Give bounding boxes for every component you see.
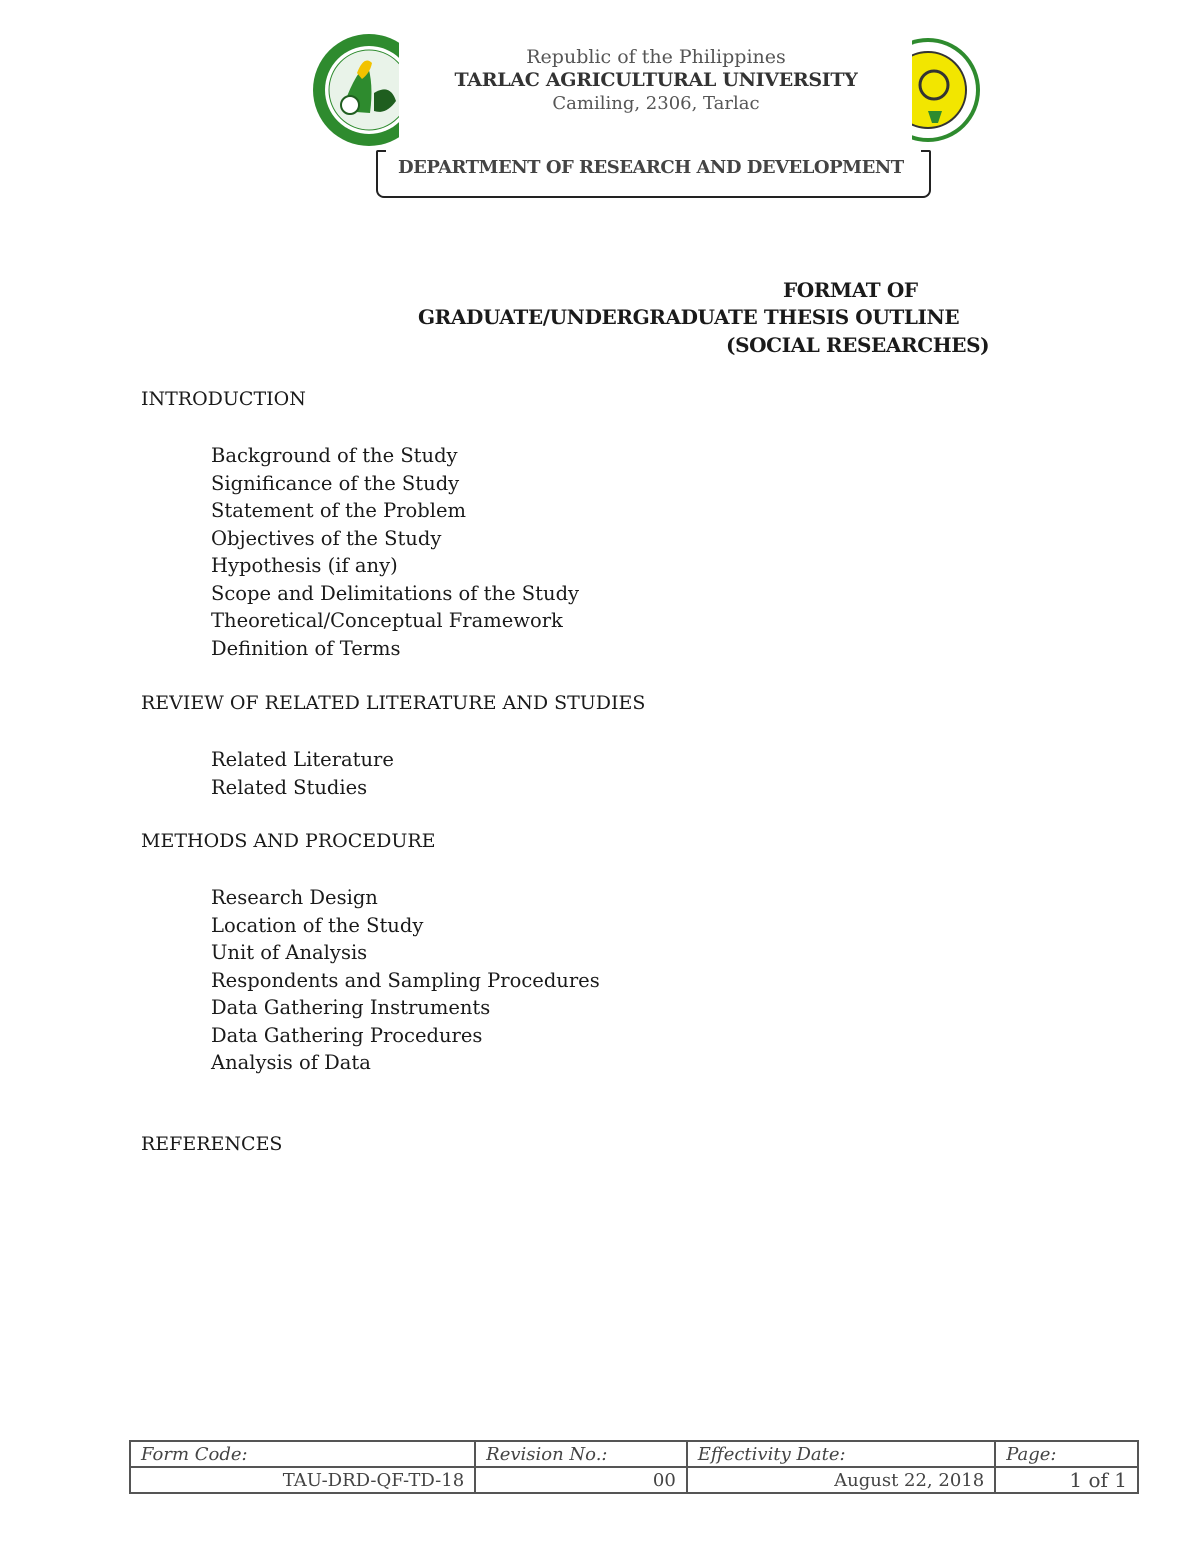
university-address: Camiling, 2306, Tarlac — [552, 93, 760, 114]
list-item: Respondents and Sampling Procedures — [211, 968, 600, 992]
department-name: DEPARTMENT OF RESEARCH AND DEVELOPMENT — [398, 157, 904, 178]
republic-line: Republic of the Philippines — [526, 46, 786, 68]
list-item: Significance of the Study — [211, 471, 460, 495]
list-item: Unit of Analysis — [211, 941, 368, 964]
page-value: 1 of 1 — [995, 1467, 1138, 1493]
form-info-table — [129, 1440, 1139, 1494]
section-heading-review: REVIEW OF RELATED LITERATURE AND STUDIES — [141, 692, 646, 714]
list-item: Analysis of Data — [211, 1051, 371, 1074]
list-item: Objectives of the Study — [211, 526, 442, 550]
methods-items — [211, 884, 600, 1077]
list-item: Research Design — [211, 886, 378, 909]
list-item: Hypothesis (if any) — [211, 554, 398, 577]
form-code-label: Form Code: — [130, 1441, 475, 1467]
introduction-items — [211, 442, 579, 662]
review-items — [211, 746, 394, 801]
doc-title-line2: GRADUATE/UNDERGRADUATE THESIS OUTLINE — [418, 305, 960, 329]
list-item: Data Gathering Procedures — [211, 1023, 483, 1047]
table-row — [130, 1441, 1138, 1467]
list-item: Related Studies — [211, 775, 368, 799]
list-item: Statement of the Problem — [211, 499, 467, 522]
list-item: Theoretical/Conceptual Framework — [211, 609, 563, 632]
table-row — [130, 1467, 1138, 1493]
effectivity-label: Effectivity Date: — [687, 1441, 995, 1467]
list-item: Related Literature — [211, 748, 394, 771]
doc-title-line3: (SOCIAL RESEARCHES) — [726, 333, 990, 357]
list-item: Definition of Terms — [211, 636, 401, 660]
list-item: Data Gathering Instruments — [211, 996, 491, 1019]
list-item: Background of the Study — [211, 444, 458, 467]
university-name: TARLAC AGRICULTURAL UNIVERSITY — [454, 69, 858, 91]
section-heading-methods: METHODS AND PROCEDURE — [141, 830, 436, 852]
revision-label: Revision No.: — [475, 1441, 687, 1467]
list-item: Scope and Delimitations of the Study — [211, 581, 580, 605]
page-label: Page: — [995, 1441, 1138, 1467]
revision-value: 00 — [475, 1467, 687, 1493]
department-banner — [376, 152, 931, 198]
form-code-value: TAU-DRD-QF-TD-18 — [130, 1467, 475, 1493]
list-item: Location of the Study — [211, 913, 424, 937]
section-heading-references: REFERENCES — [141, 1133, 283, 1155]
doc-title-line1: FORMAT OF — [783, 278, 918, 302]
section-heading-introduction: INTRODUCTION — [141, 388, 306, 410]
effectivity-value: August 22, 2018 — [687, 1467, 995, 1493]
